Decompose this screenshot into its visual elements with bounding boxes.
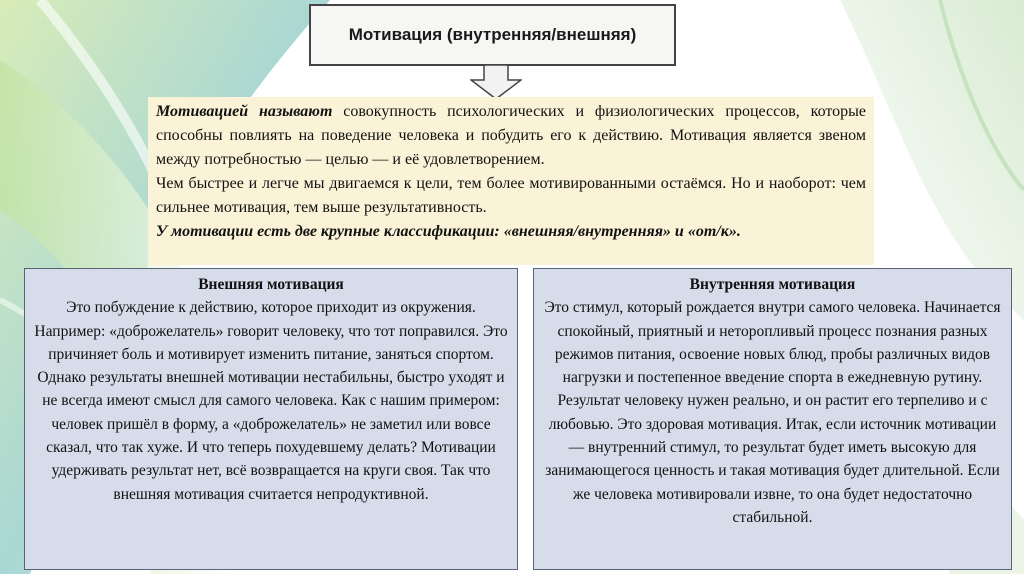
internal-motivation-text: Это стимул, который рождается внутри самого человека. Начинается спокойный, приятный и неторопливый процесс познания разных режимов питания, освоение новых блюд, пробы различных видов нагрузки и постепенное введение спорта в ежедневную рутину. Результат человеку нужен реально, и он растит его терпеливо и с любовью. Это здоровая мотивация. Итак, если источник мотивации — внутренний стимул, то результат будет иметь высокую для занимающегося ценность и такая мотивация будет длительной. Если же человека мотивировали извне, то она будет недостаточно стабильной. [544,299,1001,526]
internal-motivation-card [533,268,1012,570]
intro-definition [148,97,874,265]
speed-paragraph: Чем быстрее и легче мы двигаемся к цели, тем более мотивированными остаёмся. Но и наоборот: чем сильнее мотивация, тем выше результативность. [156,175,866,216]
classifications-line: У мотивации есть две крупные классификации: «внешняя/внутренняя» и «от/к». [156,223,741,240]
internal-motivation-heading: Внутренняя мотивация [689,276,856,293]
external-motivation-card [24,268,518,570]
definition-text: совокупность психологических и физиологических процессов, которые способны повлиять на поведение человека и побудить его к действию. Мотивация является звеном между потребностью — целью — и её удовлетворением. [156,103,867,168]
definition-paragraph [156,100,866,172]
external-motivation-text: Это побуждение к действию, которое приходит из окружения. Например: «доброжелатель» говорит человеку, что тот поправился. Это причиняет боль и мотивирует изменить питание, заняться спортом. Однако результаты внешней мотивации нестабильны, быстро уходят и не всегда имеют смысл для самого человека. Как с нашим примером: человек пришёл в форму, а «доброжелатель» не заметил или вовсе сказал, что так хуже. И что теперь похудевшему делать? Мотивации удерживать результат нет, всё возвращается на круги своя. Так что внешняя мотивация считается непродуктивной. [34,299,508,503]
external-motivation-heading: Внешняя мотивация [198,276,344,293]
definition-lead: Мотивацией называют [156,103,333,120]
slide-title: Мотивация (внутренняя/внешняя) [309,4,676,66]
down-arrow-icon [470,64,522,100]
